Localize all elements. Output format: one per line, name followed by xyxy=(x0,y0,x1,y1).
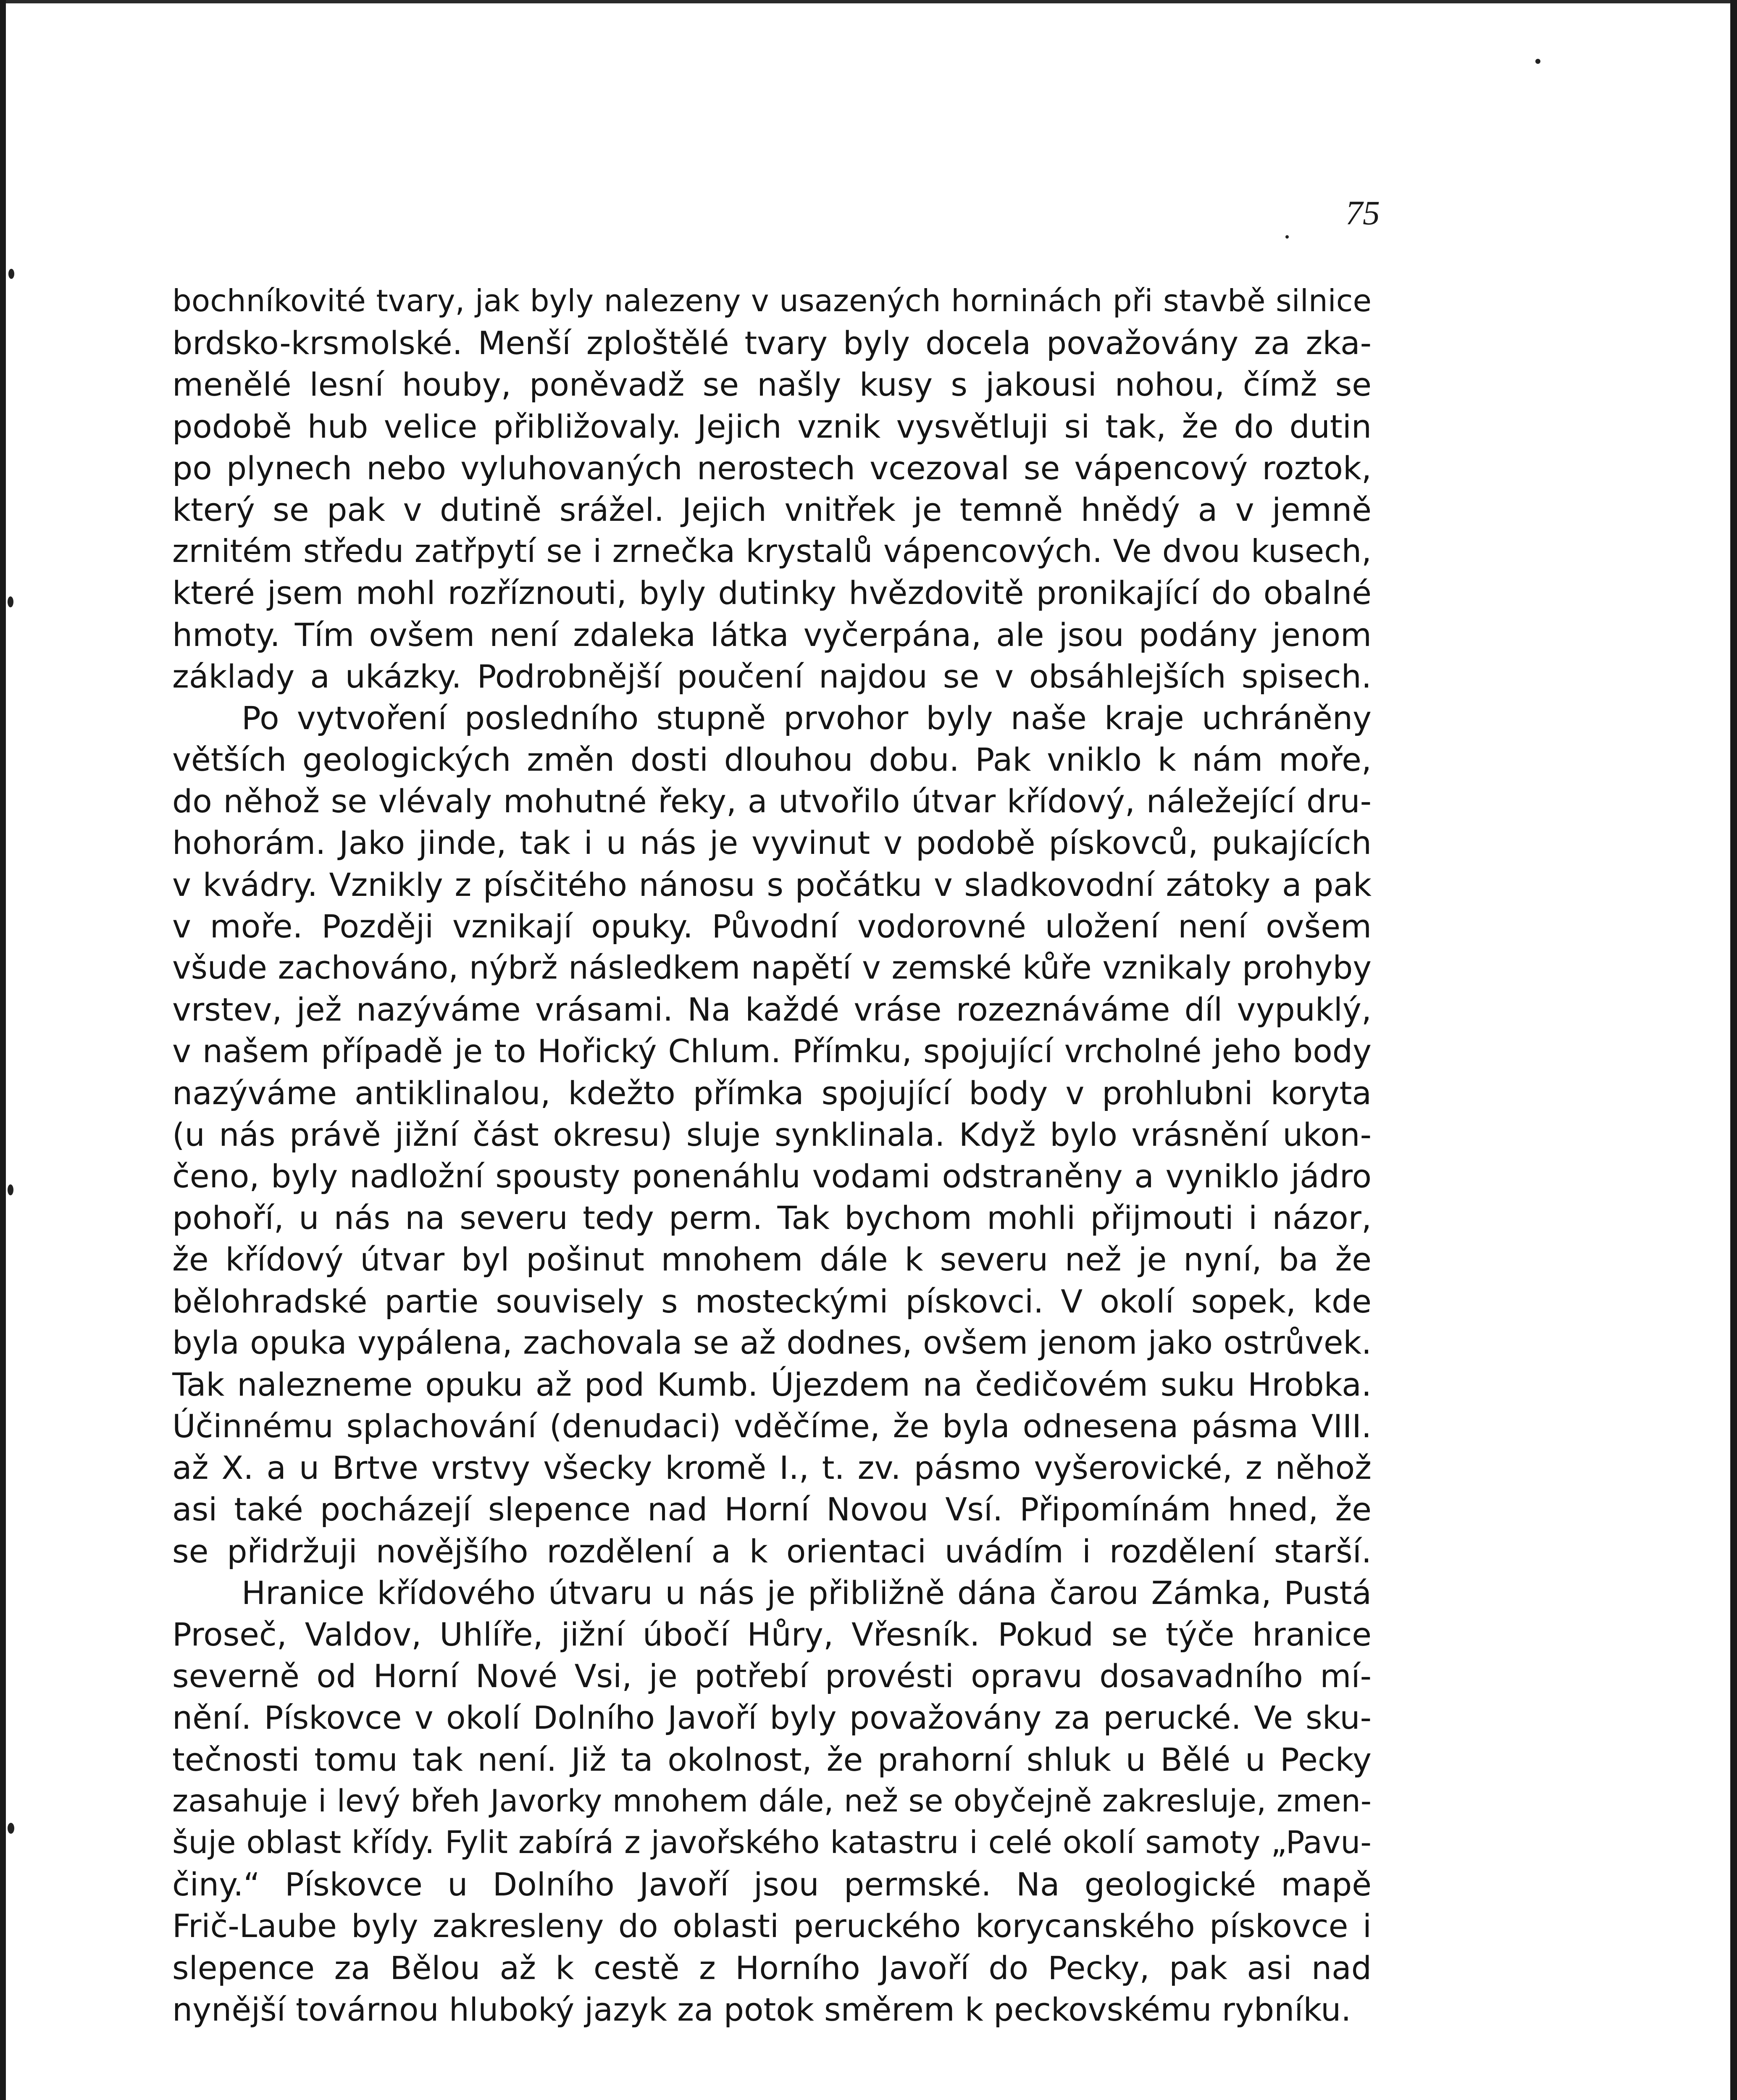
text-line: které jsem mohl rozříznouti, byly dutinky hvězdovitě pronikající do obalné xyxy=(172,574,1372,612)
scan-edge-right xyxy=(1730,0,1737,2100)
text-line: asi také pocházejí slepence nad Horní Novou Vsí. Připomínám hned, že xyxy=(172,1491,1372,1528)
scan-edge-top xyxy=(0,0,1737,3)
text-line: v kvádry. Vznikly z písčitého nánosu s počátku v sladkovodní zátoky a pak xyxy=(172,866,1372,903)
text-line: větších geologických změn dosti dlouhou dobu. Pak vniklo k nám moře, xyxy=(172,741,1372,779)
text-line: brdsko-krsmolské. Menší zploštělé tvary byly docela považovány za zka- xyxy=(172,324,1372,362)
text-line: bochníkovité tvary, jak byly nalezeny v usazených horninách při stavbě silnice xyxy=(172,284,1372,319)
text-line: hohorám. Jako jinde, tak i u nás je vyvinut v podobě pískovců, pukajících xyxy=(172,824,1372,862)
text-line: nazýváme antiklinalou, kdežto přímka spojující body v prohlubni koryta xyxy=(172,1074,1372,1112)
paragraph-2 xyxy=(172,697,1372,1572)
text-line: že křídový útvar byl pošinut mnohem dále k severu než je nyní, ba že xyxy=(172,1241,1372,1278)
text-line: nynější továrnou hluboký jazyk za potok směrem k peckovskému rybníku. xyxy=(172,1990,1351,2028)
text-line: slepence za Bělou až k cestě z Horního Javoří do Pecky, pak asi nad xyxy=(172,1949,1372,1987)
text-line: byla opuka vypálena, zachovala se až dodnes, ovšem jenom jako ostrůvek. xyxy=(172,1324,1372,1361)
text-line: až X. a u Brtve vrstvy všecky kromě I., t. zv. pásmo vyšerovické, z něhož xyxy=(172,1449,1372,1487)
text-line: pohoří, u nás na severu tedy perm. Tak bychom mohli přijmouti i názor, xyxy=(172,1199,1372,1237)
text-line: hmoty. Tím ovšem není zdaleka látka vyčerpána, ale jsou podány jenom xyxy=(172,616,1372,654)
text-line: zasahuje i levý břeh Javorky mnohem dále, než se obyčejně zakresluje, zmen- xyxy=(172,1783,1372,1819)
text-line: tečnosti tomu tak není. Již ta okolnost, že prahorní shluk u Bělé u Pecky xyxy=(172,1740,1372,1778)
text-line: který se pak v dutině srážel. Jejich vnitřek je temně hnědý a v jemně xyxy=(172,491,1372,528)
scan-edge-left xyxy=(0,0,6,2100)
text-body xyxy=(172,281,1372,2030)
text-line: základy a ukázky. Podrobnější poučení najdou se v obsáhlejších spisech. xyxy=(172,657,1372,695)
text-line: severně od Horní Nové Vsi, je potřebí provésti opravu dosavadního mí- xyxy=(172,1657,1372,1695)
text-line: Proseč, Valdov, Uhlíře, jižní úbočí Hůry, Vřesník. Pokud se týče hranice xyxy=(172,1616,1372,1653)
text-line: všude zachováno, nýbrž následkem napětí v zemské kůře vznikaly prohyby xyxy=(172,949,1372,986)
text-line: Účinnému splachování (denudaci) vděčíme, že byla odnesena pásma VIII. xyxy=(172,1407,1372,1445)
text-line: podobě hub velice přibližovaly. Jejich vznik vysvětluji si tak, že do dutin xyxy=(172,407,1372,445)
page-number: 75 xyxy=(1345,194,1380,232)
text-line: po plynech nebo vyluhovaných nerostech vcezoval se vápencový roztok, xyxy=(172,449,1372,487)
text-line: vrstev, jež nazýváme vrásami. Na každé vráse rozeznáváme díl vypuklý, xyxy=(172,991,1372,1029)
text-line: menělé lesní houby, poněvadž se našly kusy s jakousi nohou, čímž se xyxy=(172,366,1372,404)
text-line: zrnitém středu zatřpytí se i zrnečka krystalů vápencových. Ve dvou kusech, xyxy=(172,533,1372,570)
paragraph-1 xyxy=(172,281,1372,697)
text-line: Frič-Laube byly zakresleny do oblasti peruckého korycanského pískovce i xyxy=(172,1907,1372,1945)
text-line: bělohradské partie souvisely s mosteckými pískovci. V okolí sopek, kde xyxy=(172,1282,1372,1320)
text-line: do něhož se vlévaly mohutné řeky, a utvořilo útvar křídový, náležející dru- xyxy=(172,782,1372,820)
text-line: (u nás právě jižní část okresu) sluje synklinala. Když bylo vrásnění ukon- xyxy=(172,1116,1372,1153)
text-line: v našem případě je to Hořický Chlum. Přímku, spojující vrcholné jeho body xyxy=(172,1032,1372,1070)
text-line: šuje oblast křídy. Fylit zabírá z javořského katastru i celé okolí samoty „Pavu- xyxy=(172,1824,1372,1861)
text-line: v moře. Později vznikají opuky. Původní vodorovné uložení není ovšem xyxy=(172,907,1372,945)
text-line: nění. Pískovce v okolí Dolního Javoří byly považovány za perucké. Ve sku- xyxy=(172,1699,1372,1737)
paragraph-3 xyxy=(172,1572,1372,2030)
text-line: činy.“ Pískovce u Dolního Javoří jsou permské. Na geologické mapě xyxy=(172,1866,1372,1903)
text-line: Po vytvoření posledního stupně prvohor byly naše kraje uchráněny xyxy=(242,699,1372,737)
text-line: Tak nalezneme opuku až pod Kumb. Újezdem na čedičovém suku Hrobka. xyxy=(172,1365,1372,1403)
text-line: Hranice křídového útvaru u nás je přibližně dána čarou Zámka, Pustá xyxy=(242,1574,1372,1612)
text-line: čeno, byly nadložní spousty ponenáhlu vodami odstraněny a vyniklo jádro xyxy=(172,1157,1372,1195)
text-line: se přidržuji novějšího rozdělení a k orientaci uvádím i rozdělení starší. xyxy=(172,1532,1372,1570)
